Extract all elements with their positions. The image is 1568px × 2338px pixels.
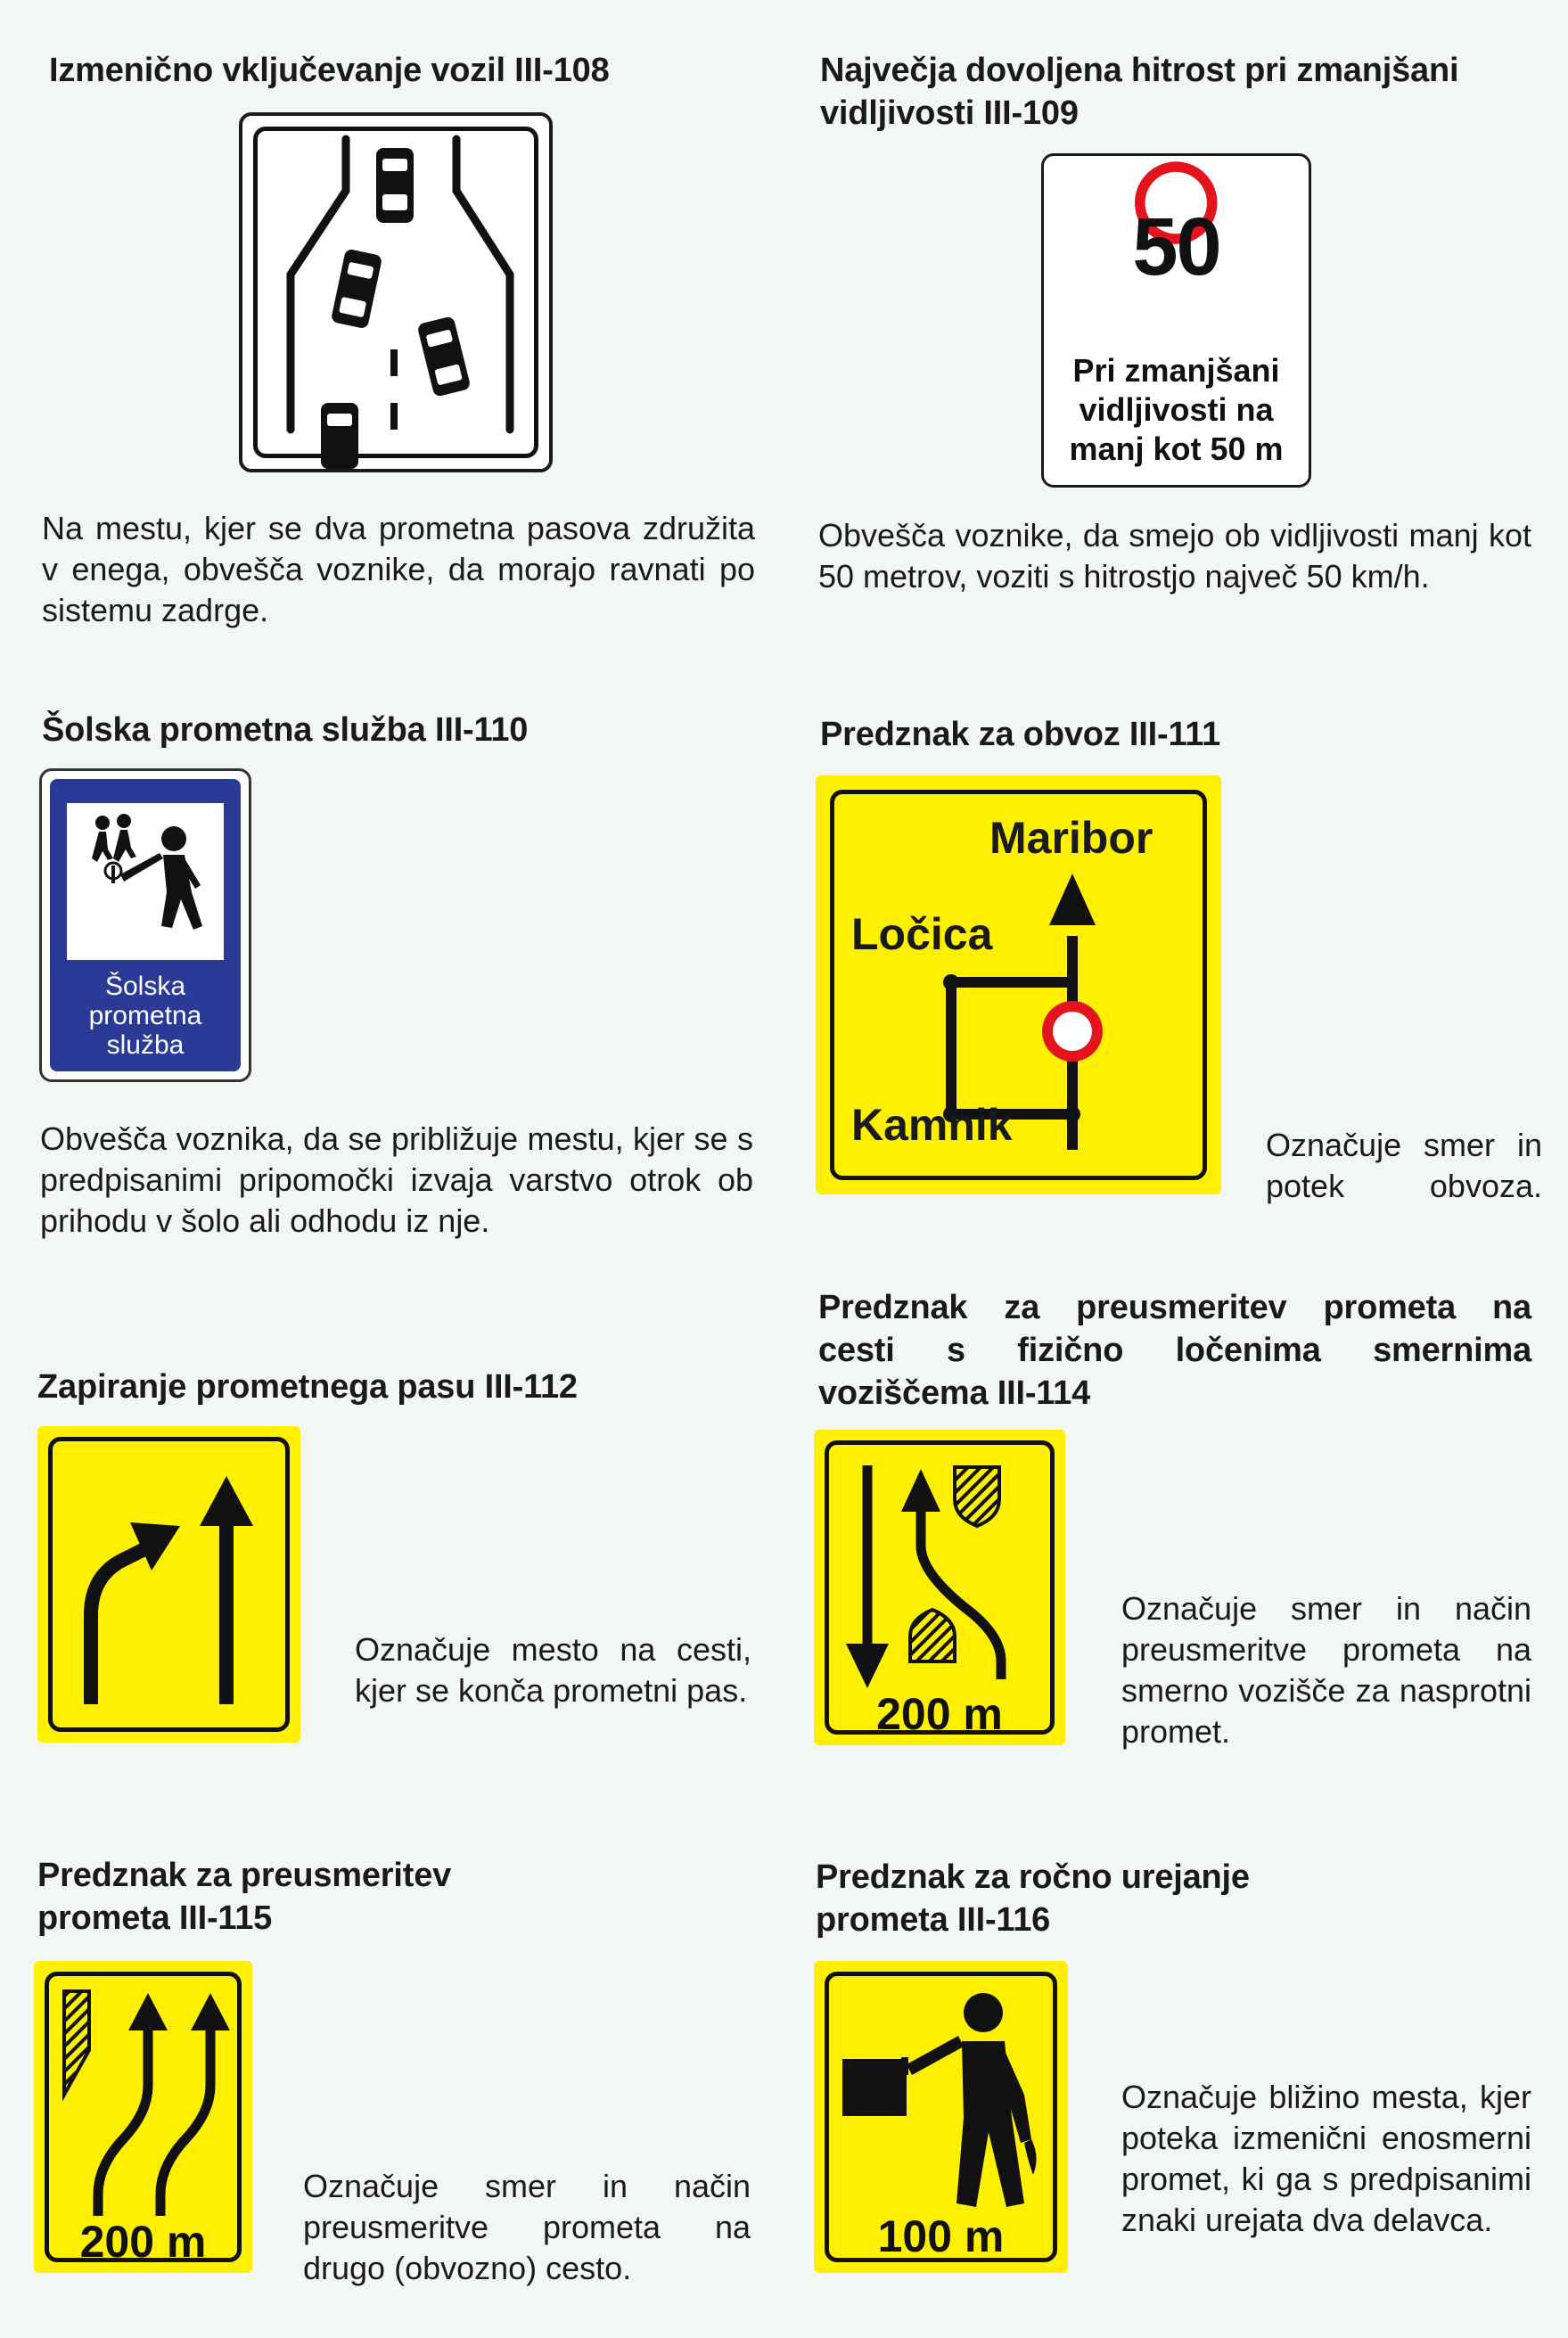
sign-line: manj kot 50 m <box>1069 431 1284 467</box>
sign-description-III-112: Označuje mesto na cesti, kjer se konča prometni pas. <box>355 1631 751 1709</box>
distance-label: 100 m <box>877 2211 1005 2261</box>
sign-description-III-111: Označuje smer in potek obvoza. <box>1266 1127 1542 1204</box>
sign-title-III-109 <box>820 49 1533 135</box>
sign-description-III-115: Označuje smer in način preusmeritve prometa na drugo (obvozno) cesto. <box>303 2168 751 2286</box>
title-line: prometa III-115 <box>37 1899 273 1937</box>
diversion-sign <box>34 1961 252 2273</box>
title-line: Predznak za ročno urejanje <box>816 1858 1250 1896</box>
title-line: Največja dovoljena hitrost pri zmanjšani <box>820 52 1459 89</box>
sign-title-III-115 <box>37 1854 451 1940</box>
manual-traffic-control-sign <box>814 1961 1068 2273</box>
crossover-diversion-sign <box>814 1430 1065 1745</box>
detour-place-top: Maribor <box>989 813 1153 863</box>
sign-line: prometna <box>88 1001 202 1030</box>
sign-title-III-108: Izmenično vključevanje vozil III-108 <box>49 52 610 89</box>
school-crossing-guard-sign <box>39 768 251 1082</box>
sign-title-III-116 <box>816 1856 1250 1941</box>
sign-title-III-112: Zapiranje prometnega pasu III-112 <box>37 1368 578 1406</box>
sign-description-III-116: Označuje bližino mesta, kjer poteka izmenični enosmerni promet, ki ga s predpisanimi znaki urejata dva delavca. <box>1121 2079 1531 2238</box>
lane-ending-sign <box>37 1426 300 1743</box>
reduced-visibility-speed-sign <box>1041 153 1311 488</box>
detour-place-bottom: Kamnik <box>851 1100 1013 1150</box>
title-line: voziščema III-114 <box>818 1374 1091 1412</box>
sign-line: Šolska <box>104 972 186 1001</box>
school-crossing-guard-icon <box>67 803 224 960</box>
distance-label: 200 m <box>79 2217 207 2267</box>
detour-sign <box>816 775 1221 1194</box>
sign-description-III-110: Obvešča voznika, da se približuje mestu, kjer se s predpisanimi pripomočki izvaja varstvo otrok ob prihodu v šolo ali odhodu iz nje. <box>40 1120 753 1239</box>
sign-line: služba <box>106 1030 185 1060</box>
title-line: prometa III-116 <box>816 1901 1051 1939</box>
sign-title-III-111: Predznak za obvoz III-111 <box>820 716 1221 753</box>
title-line: vidljivosti III-109 <box>820 94 1079 132</box>
title-line: Predznak za preusmeritev prometa na <box>818 1289 1531 1326</box>
distance-label: 200 m <box>876 1689 1003 1739</box>
sign-title-III-114 <box>818 1286 1531 1415</box>
sign-line: Pri zmanjšani <box>1072 352 1280 389</box>
sign-description-III-114: Označuje smer in način preusmeritve prometa na smerno vozišče za nasprotni promet. <box>1121 1590 1531 1750</box>
sign-description-III-109: Obvešča voznike, da smejo ob vidljivosti manj kot 50 metrov, voziti s hitrostjo največ 50 km/h. <box>818 517 1531 595</box>
zipper-merge-sign <box>239 112 553 472</box>
title-line: Predznak za preusmeritev <box>37 1857 452 1894</box>
detour-place-mid: Ločica <box>851 909 993 959</box>
title-line: cesti s fizično ločenima smernima <box>818 1332 1531 1369</box>
sign-title-III-110: Šolska prometna služba III-110 <box>42 711 529 749</box>
sign-line: vidljivosti na <box>1079 391 1274 428</box>
lane-ending-arrows-icon <box>37 1426 300 1743</box>
sign-description-III-108: Na mestu, kjer se dva prometna pasova združita v enega, obvešča voznike, da morajo ravnati po sistemu zadrge. <box>42 510 755 628</box>
speed-limit-value: 50 <box>1132 201 1220 292</box>
